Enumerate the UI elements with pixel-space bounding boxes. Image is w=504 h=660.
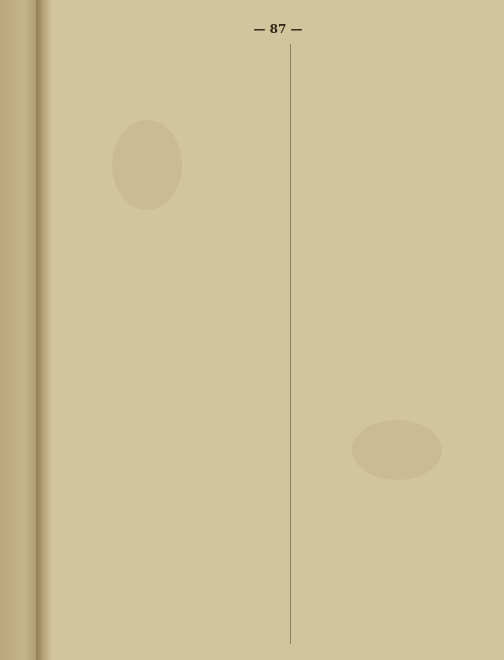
previous-page-edge xyxy=(0,0,40,660)
book-gutter xyxy=(36,0,52,660)
column-divider xyxy=(290,44,291,644)
right-text-column xyxy=(298,44,486,644)
page-number: — 87 — xyxy=(253,22,303,36)
previous-page-text xyxy=(2,40,38,640)
page xyxy=(52,0,504,660)
left-text-column xyxy=(96,44,284,644)
